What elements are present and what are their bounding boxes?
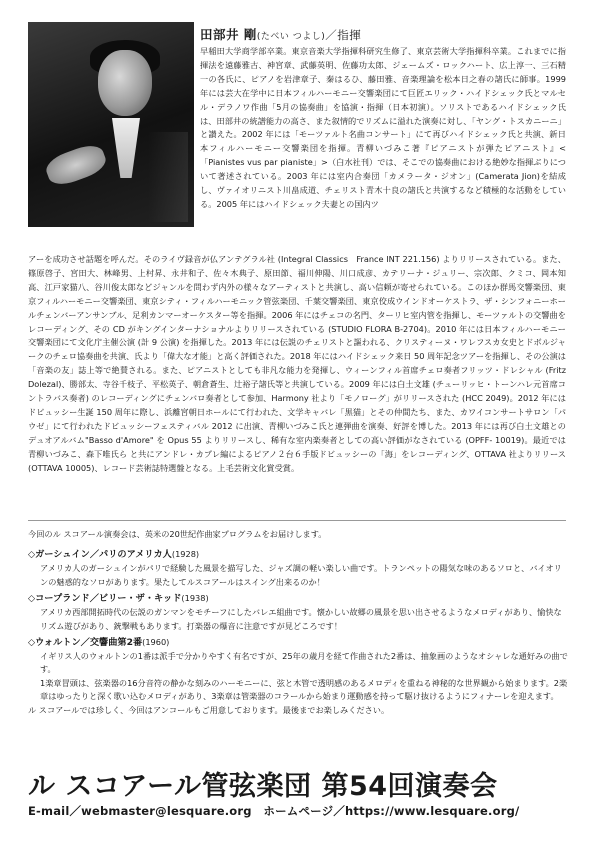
conductor-reading: (たべい つよし) <box>256 32 326 42</box>
piece-title <box>28 635 568 650</box>
piece-title <box>28 591 568 606</box>
conductor-photo <box>28 22 194 227</box>
conductor-heading <box>200 25 361 43</box>
piece-year: (1938) <box>181 593 209 604</box>
conductor-role: ／指揮 <box>325 28 362 42</box>
photo-highlight <box>148 132 188 222</box>
piece-name: ◇コープランド／ビリー・ザ・キッド <box>28 593 182 605</box>
program-piece <box>28 547 568 589</box>
section-divider <box>28 520 566 521</box>
piece-title <box>28 547 568 562</box>
bio-paragraph-lower: アーを成功させ話題を呼んだ。そのライヴ録音が仏アンテグラル社 (Integral Classics France INT 221.156) よりリリースされている。また、篠原啓子、宮田大、林峰男、上村昇、永井和子、佐々木典子、原田節、福川伸陽、川口成彦、カテリーナ・ジュリー、宗次郎、クミコ、岡本知高、江戸家猫八、谷川俊太郎などジャンルを問わず内外の様々なアーティストと共演し、高い信頼が寄せられている。このほか群馬交響楽団、東京フィルハーモニー交響楽団、東京シティ・フィルハーモニック管弦楽団、千葉交響楽団、東京佼成ウインドオーケストラ、ザ・シンフォニーホールチェンバーアンサンブル、足利カンマーオーケスター等を指揮。2006 年にはチェコの名門、ターリヒ室内管を指揮し、モーツァルトの交響曲をレコーディング、その CD がキングインターナショナルよりリリースされている (STUDIO FLORA B-2704)。2010 年には日本フィルハーモニー交響楽団にて文化庁主催公演 (計 9 公演) を指揮した。2013 年には伝説のチェリストと謳われる、クリスティーヌ・ワレフスカ女史とドボルジャークのチェロ協奏曲を共演、氏より「偉大な才能」と高く評価された。2018 年にはハイドシェック来日 50 周年記念ツアーを指揮し、その公演は「音楽の友」誌上等で絶賛される。また、ピアニストとしても非凡な能力を発揮し、ウィーンフィル首席チェロ奏者フリッツ・ドレシャル (Fritz Dolezal)、勝部太、寺谷千枝子、平松英子、朝倉蒼生、辻裕子諸氏等と共演している。2009 年には白土文雄 (チューリッヒ・トーンハレ元首席コントラバス奏者) のレコーディングにチェンバロ奏者として参加、Harmony 社より「モノローグ」がリリースされた (HCC 2049)。2012 年にはドビュッシー生誕 150 周年に際し、浜離宮朝日ホールにて行われた、文学キャバレ「黒猫」とその仲間たち、また、カワイコンサートサロン「パウゼ」にて行われたドビュッシーフェスティバル 2012 に出演、青柳いづみこ氏と連弾曲を演奏、好評を博した。2013 年には再び白土文雄とのデュオアルバム"Basso d'Amore" を Opus 55 よりリリースし、稀有な室内楽奏者としての高い評価がなされている (OPFF- 10019)。最近では青柳いづみこ、森下唯氏ら と共にアンドレ・カプレ編によるピアノ２台６手版ドビュッシーの「海」をレコーディング、OTTAVA 社よりリリース (OTTAVA 10005)、レコード芸術誌特選盤となる。上毛芸術文化賞受賞。 <box>28 254 566 473</box>
conductor-name: 田部井 剛 <box>200 27 257 42</box>
program-intro: 今回のル スコアール演奏会は、英米の20世紀作曲家プログラムをお届けします。 <box>28 529 327 539</box>
photo-face <box>98 50 152 116</box>
concert-title: ル スコアール管弦楽団 第54回演奏会 <box>28 771 498 802</box>
piece-name: ◇ウォルトン／交響曲第2番 <box>28 637 143 649</box>
piece-year: (1928) <box>171 549 200 560</box>
photo-hand <box>43 141 110 190</box>
piece-year: (1960) <box>142 637 170 648</box>
program-section <box>28 528 568 717</box>
piece-description: イギリス人のウォルトンの1番は派手で分かりやすく有名ですが、25年の歳月を経て作曲された2番は、抽象画のようなオシャレな通好みの曲です。 <box>40 651 568 675</box>
bio-paragraph-upper: 早稲田大学商学部卒業。東京音楽大学指揮科研究生修了、東京芸術大学指揮科卒業。これまでに指揮法を遠藤雅古、神宮章、武藤英明、佐藤功太郎、ジェームズ・ロックハート、広上淳一、三石精一の各氏に、ピアノを岩津章子、秦はるひ、藤田雅、音楽理論を松本日之春の諸氏に師事。1999 年には芸大在学中に日本フィルハーモニー交響楽団にて巨匠エリック・ハイドシェック氏とマルセル・デラノワ作曲「5月の協奏曲」を協演・指揮（日本初演）。ソリストであるハイドシェック氏は、田部井の統譜能力の高さ、また叙情的でリズムに溢れた演奏に対し、「ヤング・トスカニーニ」と讃えた。2002 年には「モーツァルト名曲コンサート」にて再びハイドシェック氏と共演、新日本フィルハーモニー交響楽団を指揮。青柳いづみこ著『ピアニストが弾たピアニスト』<「Pianistes vus par pianiste」>（白水社刊）では、そこでの協奏曲における絶妙な指揮ぶりについて著述されている。2003 年には室内合奏団「カメラータ・ジオン」(Camerata Jion)を結成し、ヴァイオリニスト川畠成道、チェリスト青木十良の諸氏と共演するなど積極的な活動をしている。2005 年にはハイドシェック夫妻との国内ツ <box>200 46 566 209</box>
program-piece <box>28 635 568 704</box>
program-piece <box>28 591 568 633</box>
piece-description: アメリカ人のガーシュインがパリで経験した風景を描写した、ジャズ調の軽い楽しい曲です。トランペットの陽気な味のあるソロと、バイオリンの魅惑的なソロがあります。果たしてルスコアールはスイング出来るのか！ <box>40 563 562 587</box>
piece-description-continued: 1楽章冒頭は、弦楽器の16分音符の静かな刻みのハーモニーに、弦と木管で透明感のあるメロディを重ねる神秘的な世界観から始まります。2楽章はゆったりと深く歌い込むメロディがあり、3楽章は管楽器のコラールから始まり運動感を持って駆け抜けるようにフィナーレを迎えます。 <box>40 677 568 702</box>
piece-description: アメリカ西部開拓時代の伝説のガンマンをモチーフにしたバレエ組曲です。懐かしい故郷の風景を思い出させるようなメロディがあり、愉快なリズム遊びがあり、銃撃戦もあります。打楽器の爆音に注意ですが見どころです！ <box>40 607 562 631</box>
program-closing: ル スコアールでは珍しく、今回はアンコールもご用意しております。最後までお楽しみください。 <box>28 704 390 715</box>
piece-name: ◇ガーシュイン／パリのアメリカ人 <box>28 549 172 561</box>
contact-links[interactable]: E-mail／webmaster@lesquare.org ホームページ／https://www.lesquare.org/ <box>28 804 520 818</box>
photo-shirt <box>112 118 140 178</box>
